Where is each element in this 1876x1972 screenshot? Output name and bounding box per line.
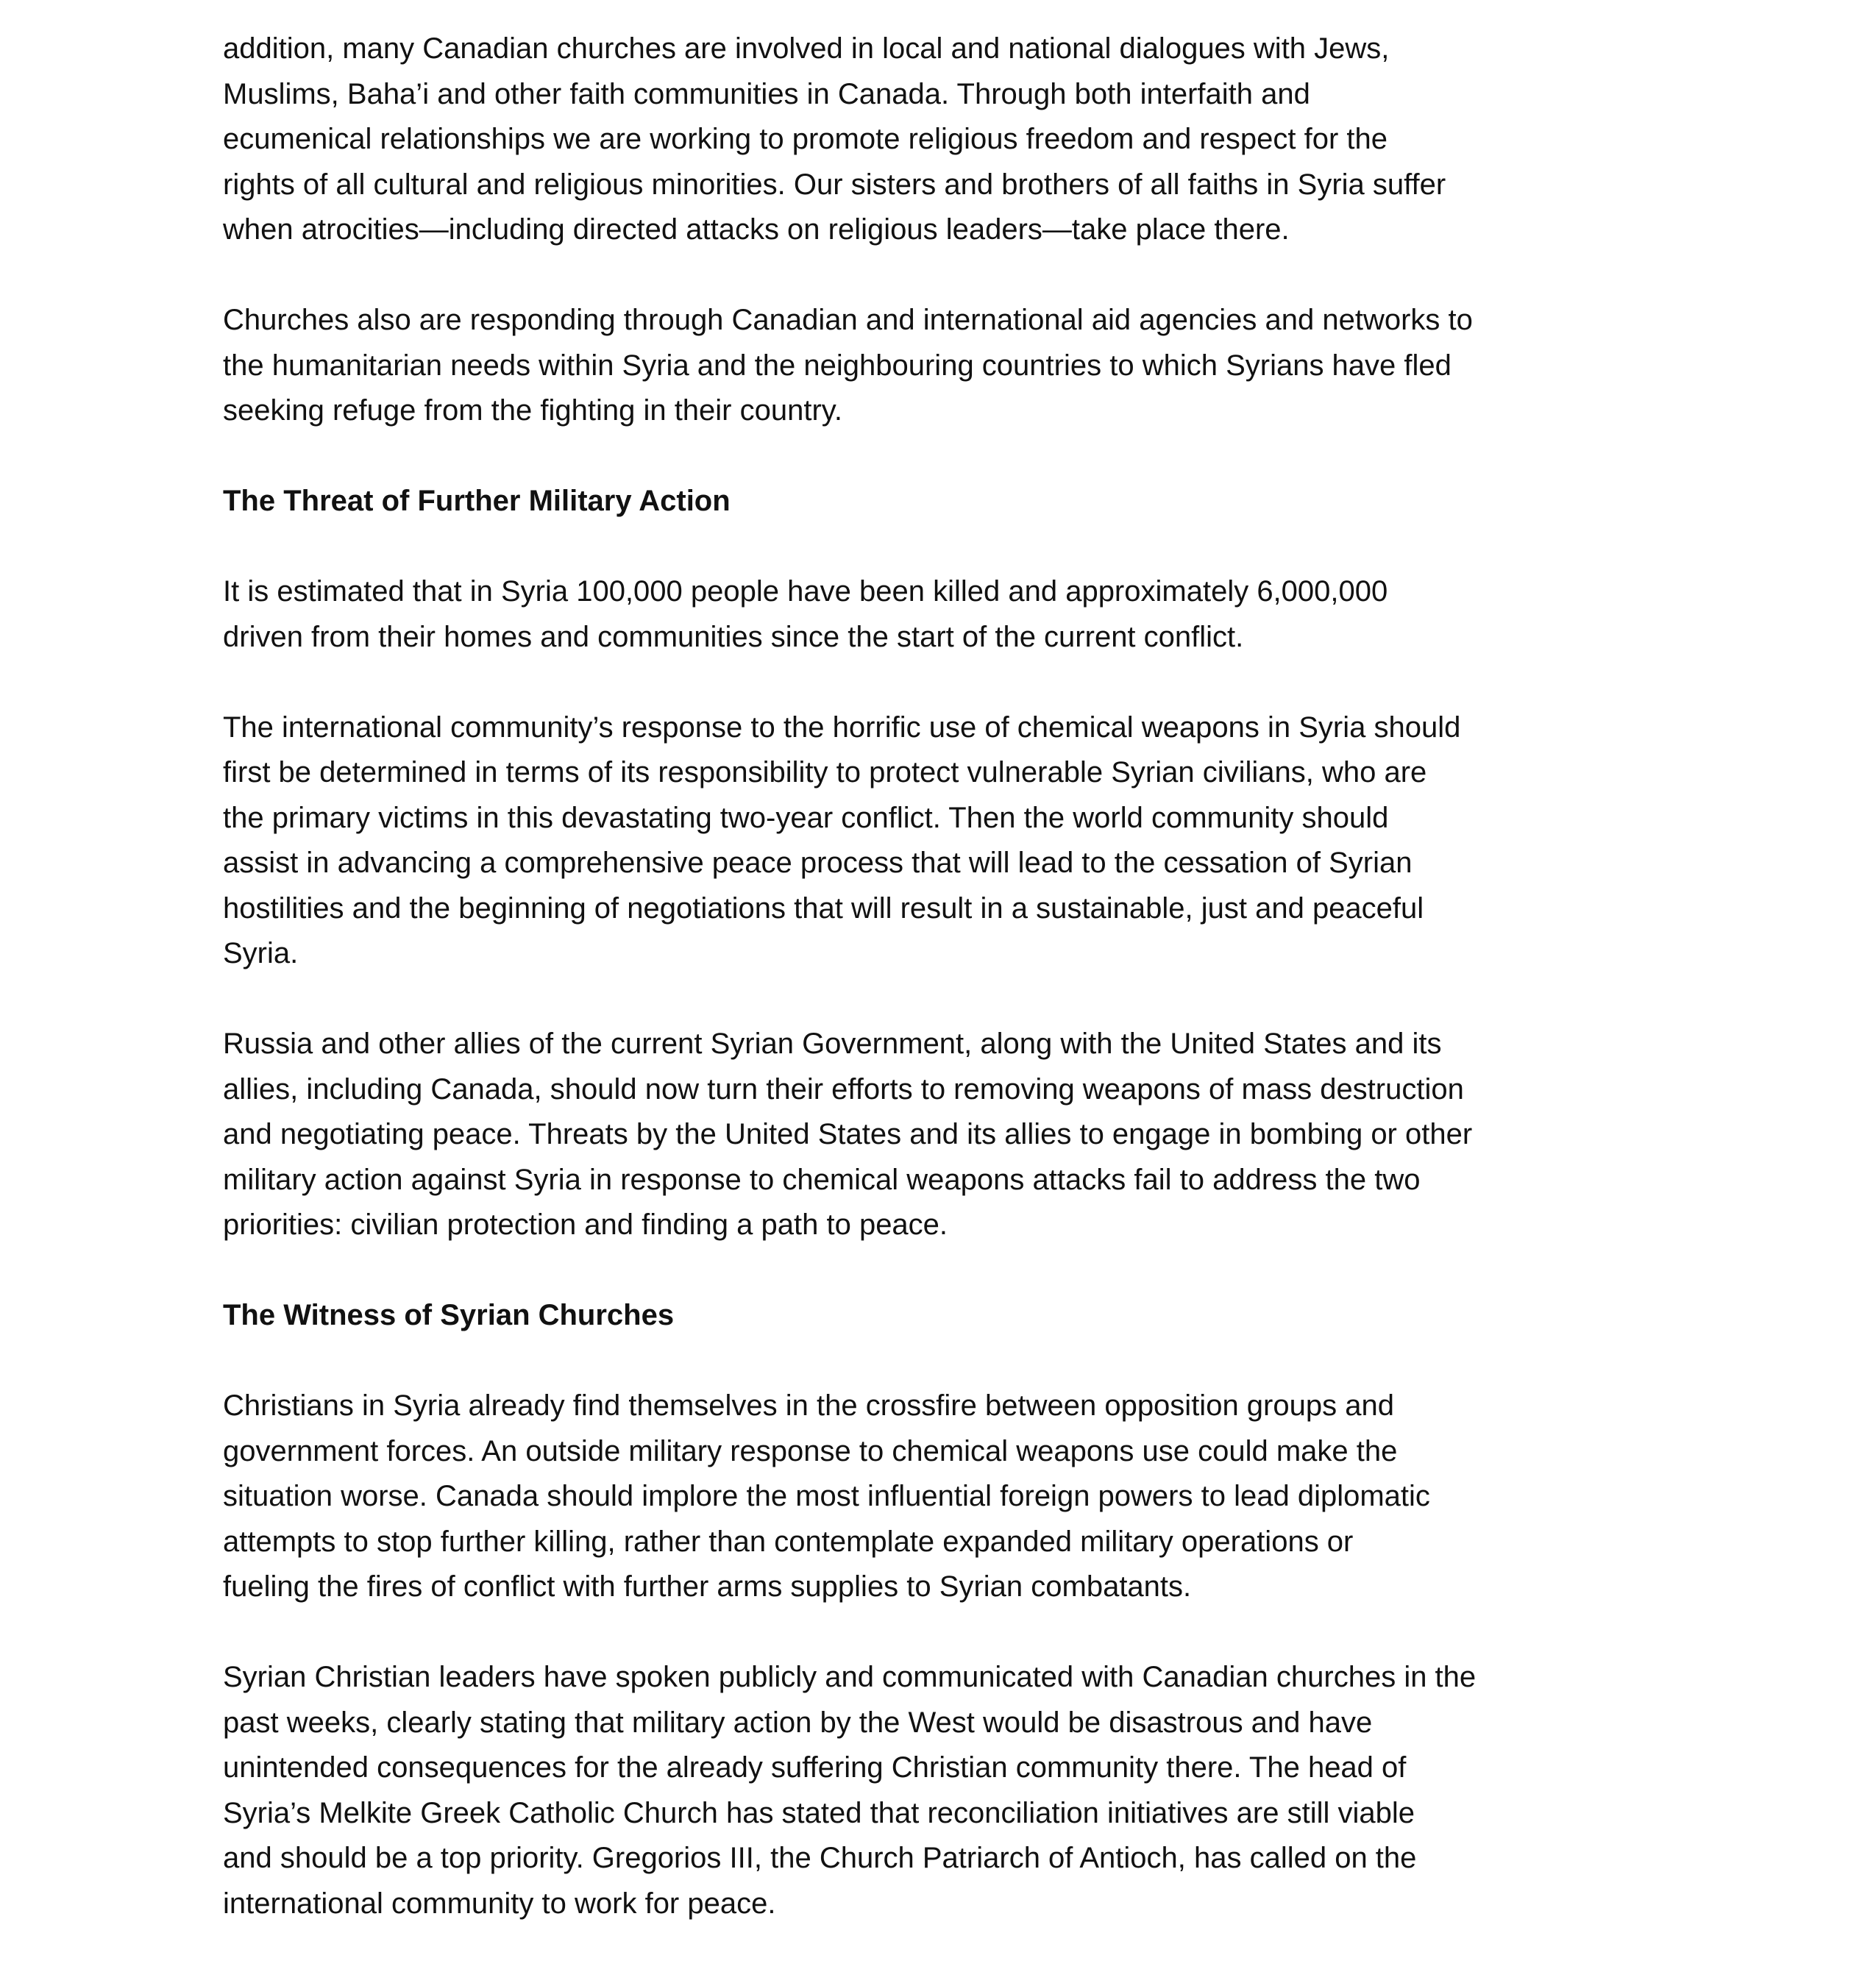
text-line: hostilities and the beginning of negotiations that will result in a sustainable, just and peaceful: [223, 891, 1424, 925]
text-line: priorities: civilian protection and finding a path to peace.: [223, 1209, 948, 1241]
text-line: Syria’s Melkite Greek Catholic Church has stated that reconciliation initiatives are still viable: [223, 1796, 1415, 1829]
text-line: Christians in Syria already find themselves in the crossfire between opposition groups and: [223, 1389, 1394, 1422]
document-page: [223, 26, 1694, 1972]
paragraph-humanitarian: [223, 298, 1694, 434]
paragraph-christian-leaders: [223, 1655, 1694, 1926]
text-line: driven from their homes and communities since the start of the current conflict.: [223, 620, 1244, 653]
paragraph-allies: [223, 1022, 1694, 1248]
text-line: the primary victims in this devastating two-year conflict. Then the world community should: [223, 801, 1389, 834]
text-line: and negotiating peace. Threats by the United States and its allies to engage in bombing or other: [223, 1118, 1473, 1150]
text-line: when atrocities—including directed attacks on religious leaders—take place there.: [223, 213, 1290, 246]
text-line: unintended consequences for the already suffering Christian community there. The head of: [223, 1751, 1407, 1784]
text-line: The international community’s response to the horrific use of chemical weapons in Syria should: [223, 711, 1461, 744]
paragraph-crossfire: [223, 1384, 1694, 1610]
text-line: fueling the fires of conflict with further arms supplies to Syrian combatants.: [223, 1570, 1192, 1603]
text-line: first be determined in terms of its responsibility to protect vulnerable Syrian civilians, who are: [223, 756, 1427, 789]
paragraph-interfaith: [223, 26, 1694, 253]
text-line: ecumenical relationships we are working to promote religious freedom and respect for the: [223, 123, 1388, 155]
text-line: past weeks, clearly stating that military action by the West would be disastrous and have: [223, 1706, 1373, 1739]
text-line: Muslims, Baha’i and other faith communities in Canada. Through both interfaith and: [223, 77, 1310, 110]
text-line: situation worse. Canada should implore the most influential foreign powers to lead diplomatic: [223, 1480, 1430, 1512]
text-line: addition, many Canadian churches are involved in local and national dialogues with Jews,: [223, 32, 1390, 65]
section-heading-syrian-churches: The Witness of Syrian Churches: [223, 1299, 675, 1331]
text-line: the humanitarian needs within Syria and the neighbouring countries to which Syrians have fled: [223, 349, 1452, 382]
section-heading-military-action: The Threat of Further Military Action: [223, 485, 731, 517]
text-line: attempts to stop further killing, rather than contemplate expanded military operations or: [223, 1525, 1354, 1558]
paragraph-casualties: [223, 569, 1694, 660]
text-line: It is estimated that in Syria 100,000 people have been killed and approximately 6,000,000: [223, 575, 1388, 608]
paragraph-international-response: [223, 705, 1694, 977]
text-line: government forces. An outside military response to chemical weapons use could make the: [223, 1434, 1398, 1467]
text-line: and should be a top priority. Gregorios III, the Church Patriarch of Antioch, has called on the: [223, 1842, 1417, 1874]
text-line: allies, including Canada, should now turn their efforts to removing weapons of mass destruction: [223, 1072, 1464, 1106]
text-line: Syria.: [223, 937, 299, 969]
text-line: assist in advancing a comprehensive peace process that will lead to the cessation of Syrian: [223, 847, 1413, 879]
text-line: Syrian Christian leaders have spoken publicly and communicated with Canadian churches in the: [223, 1661, 1477, 1693]
text-line: military action against Syria in response to chemical weapons attacks fail to address the two: [223, 1163, 1421, 1196]
text-line: seeking refuge from the fighting in their country.: [223, 394, 842, 427]
text-line: rights of all cultural and religious minorities. Our sisters and brothers of all faiths in Syria suffer: [223, 168, 1446, 201]
text-line: international community to work for peace.: [223, 1887, 776, 1920]
text-line: Churches also are responding through Canadian and international aid agencies and networks to: [223, 304, 1473, 336]
text-line: Russia and other allies of the current Syrian Government, along with the United States and its: [223, 1028, 1442, 1060]
